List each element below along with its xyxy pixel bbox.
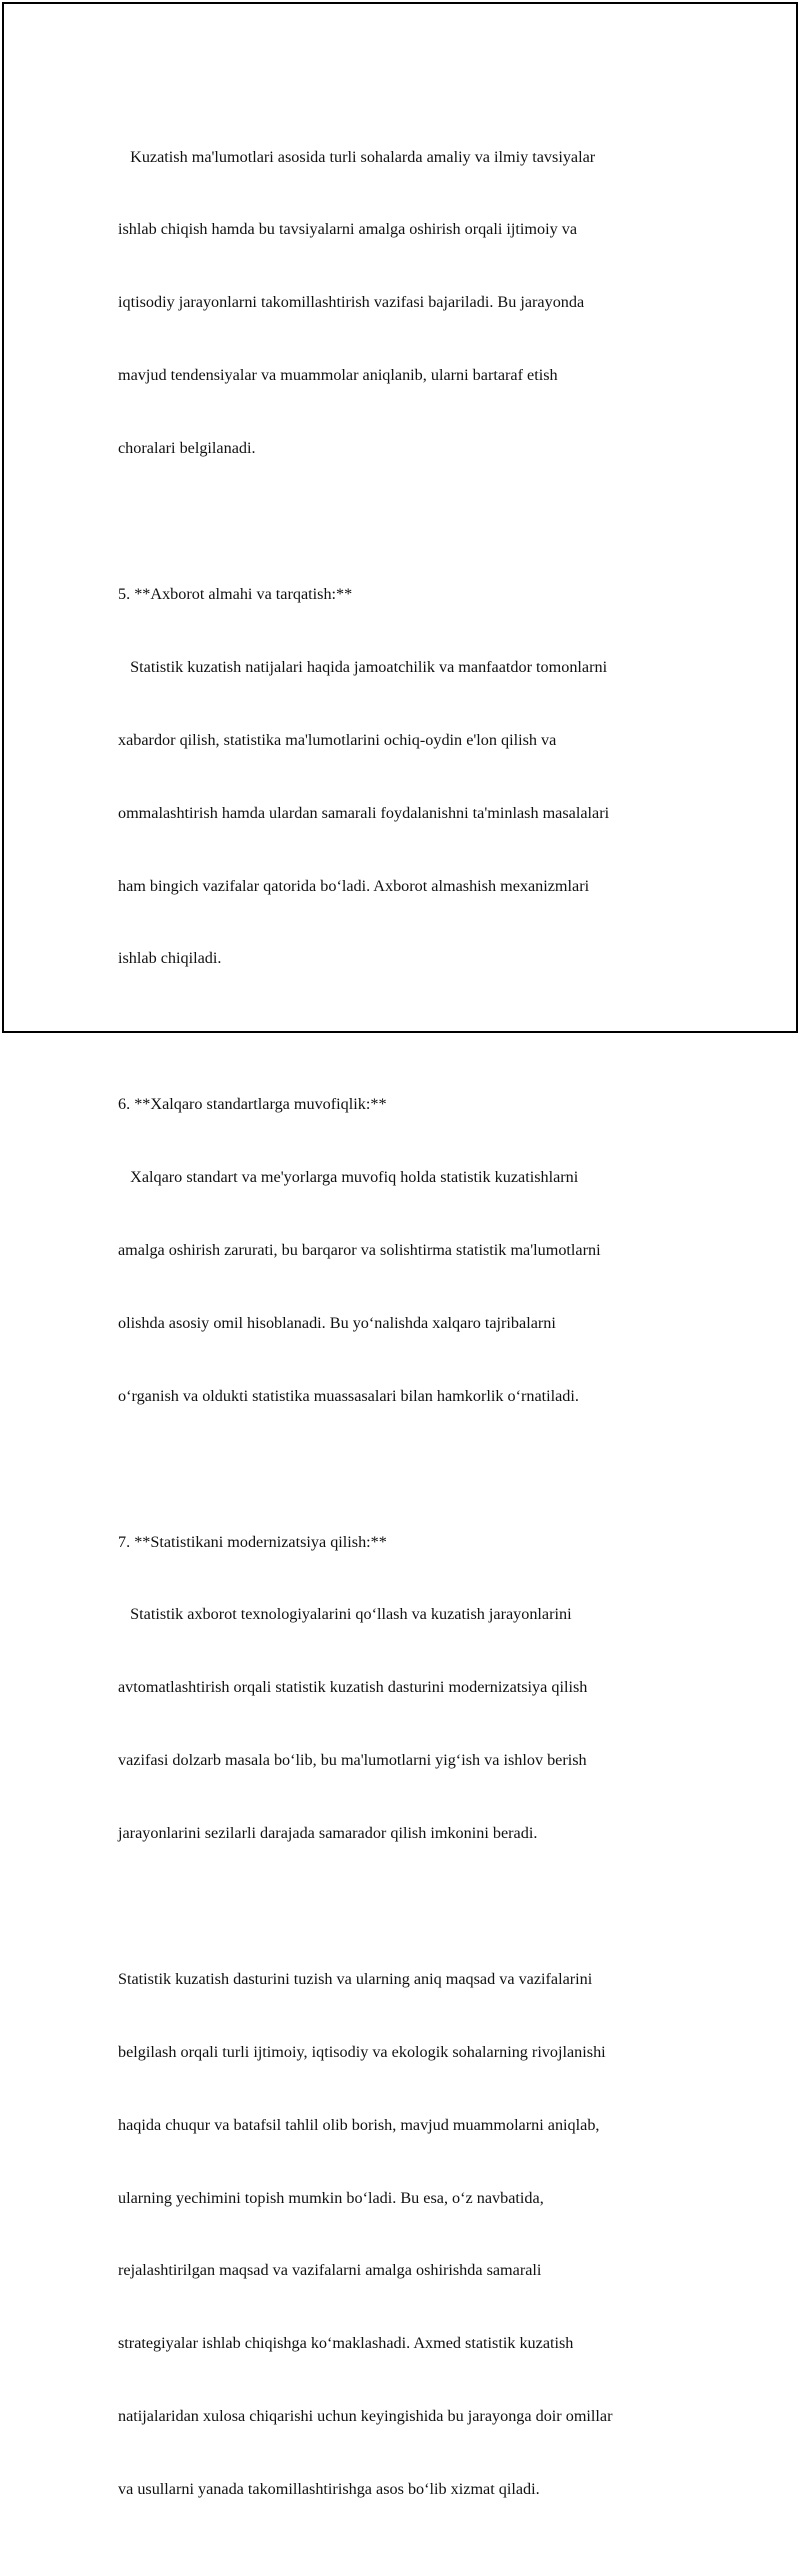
text-line: jarayonlarini sezilarli darajada samarador qilish imkonini beradi. <box>118 1824 538 1843</box>
text-line: natijalaridan xulosa chiqarishi uchun keyingishida bu jarayonga doir omillar <box>118 2407 613 2426</box>
text-line: strategiyalar ishlab chiqishga ko‘maklashadi. Axmed statistik kuzatish <box>118 2334 574 2353</box>
text-line: xabardor qilish, statistika ma'lumotlarini ochiq-oydin e'lon qilish va <box>118 730 557 749</box>
text-line: ishlab chiqish hamda bu tavsiyalarni amalga oshirish orqali ijtimoiy va <box>118 220 578 239</box>
text-line: Kuzatish ma'lumotlari asosida turli sohalarda amaliy va ilmiy tavsiyalar <box>118 147 596 166</box>
text-line: ham bingich vazifalar qatorida bo‘ladi. Axborot almashish mexanizmlari <box>118 876 590 895</box>
paragraph-conclusion <box>118 1918 688 2550</box>
text-line: vazifasi dolzarb masala bo‘lib, bu ma'lumotlarni yig‘ish va ishlov berish <box>118 1751 587 1770</box>
text-line: haqida chuqur va batafsil tahlil olib borish, mavjud muammolarni aniqlab, <box>118 2115 600 2134</box>
section-5 <box>118 533 688 1019</box>
text-line: amalga oshirish zarurati, bu barqaror va solishtirma statistik ma'lumotlarni <box>118 1240 601 1259</box>
text-line: Statistik kuzatish dasturini tuzish va ularning aniq maqsad va vazifalarini <box>118 1969 593 1988</box>
text-line: Statistik kuzatish natijalari haqida jamoatchilik va manfaatdor tomonlarni <box>118 657 608 676</box>
text-line: ishlab chiqiladi. <box>118 949 222 968</box>
paragraph-intro <box>118 96 688 509</box>
text-line: Xalqaro standart va me'yorlarga muvofiq holda statistik kuzatishlarni <box>118 1168 579 1187</box>
text-line: belgilash orqali turli ijtimoiy, iqtisodiy va ekologik sohalarning rivojlanishi <box>118 2042 606 2061</box>
section-7 <box>118 1481 688 1894</box>
text-line: mavjud tendensiyalar va muammolar aniqlanib, ularni bartaraf etish <box>118 366 558 385</box>
text-line: ommalashtirish hamda ulardan samarali foydalanishni ta'minlash masalalari <box>118 803 610 822</box>
text-line: Statistik axborot texnologiyalarini qo‘llash va kuzatish jarayonlarini <box>118 1605 572 1624</box>
text-line: olishda asosiy omil hisoblanadi. Bu yo‘nalishda xalqaro tajribalarni <box>118 1313 556 1332</box>
section-6 <box>118 1044 688 1457</box>
section-heading: 6. **Xalqaro standartlarga muvofiqlik:** <box>118 1095 387 1114</box>
text-line: avtomatlashtirish orqali statistik kuzatish dasturini modernizatsiya qilish <box>118 1678 588 1697</box>
section-heading: 5. **Axborot almahi va tarqatish:** <box>118 584 353 603</box>
text-line: iqtisodiy jarayonlarni takomillashtirish vazifasi bajariladi. Bu jarayonda <box>118 293 585 312</box>
text-line: choralari belgilanadi. <box>118 439 256 458</box>
text-line: o‘rganish va oldukti statistika muassasalari bilan hamkorlik o‘rnatiladi. <box>118 1386 579 1405</box>
document-body <box>118 96 688 2574</box>
section-heading: 7. **Statistikani modernizatsiya qilish:** <box>118 1532 387 1551</box>
text-line: va usullarni yanada takomillashtirishga asos bo‘lib xizmat qiladi. <box>118 2480 540 2499</box>
text-line: ularning yechimini topish mumkin bo‘ladi. Bu esa, o‘z navbatida, <box>118 2188 544 2207</box>
text-line: rejalashtirilgan maqsad va vazifalarni amalga oshirishda samarali <box>118 2261 542 2280</box>
